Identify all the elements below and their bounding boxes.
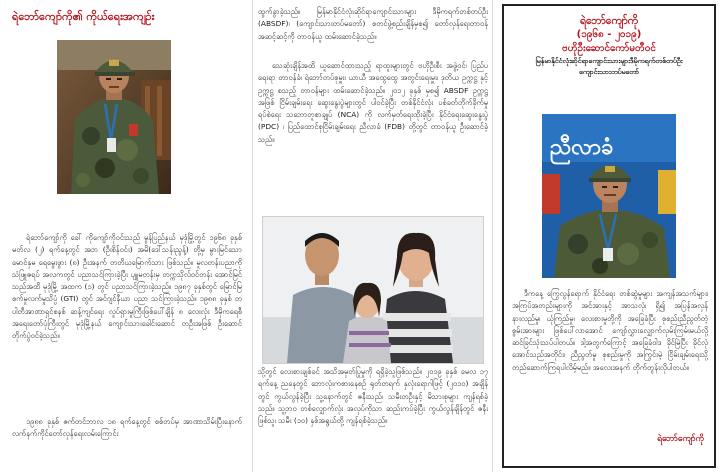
middle-text-top: [258, 6, 488, 208]
middle-panel: [256, 0, 490, 472]
memorial-years: (၁၉၆၈ - ၂၀၁၉): [576, 29, 642, 40]
left-panel: [0, 0, 250, 472]
memorial-heading: [510, 14, 708, 78]
memorial-name: ရဲဘော်ကျော်ကို: [580, 15, 638, 27]
memorial-message: [512, 288, 708, 424]
middle-paragraph-1: ထွက်ခွာခဲ့သည်။ မြန်မာနိုင်ငံလုံးဆိုင်ရာကျောင်းသားများ ဒီမိုကရက်တစ်တပ်ဦး (ABSDF)၊ (ကျောင်းသားတပ်မတော်) စတင်ဖွဲ့စည်းချိန်မှစ၍ တော်လှန်ရေးတာဝန် အဆင့်ဆင့်ကို တာဝန်ယူ ထမ်းဆောင်ခဲ့သည်။: [258, 7, 488, 41]
middle-paragraph-2: သေဆုံးချိန်အထိ ယူဆောင်ထားသည့် ရာထူးများတွင် ဗဟိုဦးစီး အဖွဲ့ဝင်၊ ပြည်ပရေးရာ တာဝန်ခံ၊ ရဲဘော်တပ်စုမှူး၊ ယာယီ အထွေထွေ အတွင်းရေးမှူး၊ ဒုတိယ ဥက္ကဋ္ဌ နှင့် ဥက္ကဋ္ဌ စသည့် တာဝန်များ ထမ်းဆောင်ခဲ့သည်။ ၂၀၁၂ ခုနှစ် မှစ၍ ABSDF ဥက္ကဋ္ဌ အဖြစ် ငြိမ်းချမ်းရေး ဆွေးနွေးပွဲများတွင် ပါဝင်ခဲ့ပြီး တစ်နိုင်ငံလုံး ပစ်ခတ်တိုက်ခိုက်မှု ရပ်စဲရေး သဘောတူစာချုပ် (NCA) ကို လက်မှတ်ရေးထိုးခဲ့ပြီး နိုင်ငံရေးဆွေးနွေးပွဲ (PDC) ၊ ပြည်ထောင်စုငြိမ်းချမ်းရေး ညီလာခံ (FDB) တို့တွင် တာဝန်ယူ ဦးဆောင်ခဲ့သည်။: [258, 61, 488, 144]
memorial-organization-sub: ကျောင်းသားတပ်မတော်: [578, 68, 640, 76]
middle-paragraph-3: သို့တွင် လေးစားချစ်ခင် အသိအမှတ်ပြုမှုကို ရရှိခဲ့သူဖြစ်သည်။ ၂၀၁၉ ခုနှစ် မေလ ၁၇ ရက်နေ့ ညနေတွင် ဘောလုံးကစားနေစဉ် ရုတ်တရက် နှလုံးရောဂါဖြင့် (၂၀၁၀) အချိန်တွင် ကွယ်လွန်ခဲ့ပြီး သူ့နောက်တွင် ဇနီးသည်၊ သမီးတဦးနှင့် မိသားစုများ ကျန်ရစ်ခဲ့သည်။ သူ့ဘဝ တစ်လျှောက်လုံး အလုပ်ကိုသာ ဆည်းကပ်ခဲ့ပြီး ကွယ်လွန်ချိန်တွင် ဇနီးဖြစ်သူ၊ သမီး (၁၀) နှစ်အရွယ်တို့ ကျန်ရစ်ခဲ့သည်။: [258, 367, 488, 426]
biography-title: ရဲဘော်ကျော်ကို၏ ကိုယ်ရေးအကျဉ်း: [12, 10, 155, 23]
right-panel: [502, 4, 716, 468]
fold-line-right: [492, 0, 493, 472]
portrait-image: [57, 40, 171, 194]
biography-paragraph-2: ၁၉၈၈ ခုနှစ် ဇက်တင်ဘာလ ၁၈ ရက်နေ့တွင် စစ်တပ်မှ အာဏာသိမ်းပြီးနောက် လက်နက်ကိုင်တော်လှန်ရေးလမ်းကြောင်း: [12, 417, 242, 439]
biography-paragraph-1: ရဲဘော်ကျော်ကို ခေါ် ကိုကျော်ကိုဝင်းသည် မွန်ပြည်နယ် မုဒုံမြို့တွင် ၁၉၆၈ ခုနှစ် မတ်လ (၂) ရက်နေ့တွင် အဘ (ဦးစိန်ဝင်း) အမိ(ဒေါ်သန်းညွန့်) တို့မှ မွားမြင်သော မောင်နှမ ရေမွေးဖွား (၈) ဦးအနက် တတိယမြောက်သား ဖြစ်သည်။ မူလတန်းပညာကို သံဖြူဇရပ် အလကတွင် ပညာသင်ကြားခဲ့ပြီး ပျူမတန်းမှ တက္ကသိုလ်ဝင်တန်း အောင်မြင်သည်အထိ မုဒုံမြို့ အထက (၁) တွင် ပညာသင်ကြားခဲ့သည်။ ၁၉၈၇ ခုနှစ်တွင် မြောင်မြ စက်မှုလက်မှုသိပ္ပံ (GTI) တွင် အင်ဂျင်နီယာ ပညာ သင်ကြားခဲ့သည်။ ၁၉၈၈ ခုနှစ် တပါတီအာဏာရှင်စနစ် ဆန့်ကျင်ရေး လှုပ်ရှားမှုကြီးဖြစ်ပေါ်ချိန် ၈ လေးလုံး ဒီမိုကရေစီ အရေးတော်ပုံကြီးတွင် မုဒုံမြို့နယ် ကျောင်းသားခေါင်းဆောင် တဦးအဖြစ် ဦးဆောင် တိုက်ပွဲဝင်ခဲ့သည်။: [12, 233, 242, 341]
memorial-organization: မြန်မာနိုင်ငံလုံးဆိုင်ရာကျောင်းသားများဒီမိုကရက်တစ်တပ်ဦး: [535, 57, 683, 65]
memorial-message-text: ဒီကနေ့ ကြွေလွန်ရောက် နိုင်ငံရေး တစ်ဆွဲမှုများ အကျန်အသက်များ၊ အကြပ်အတည်းများကို အင်အားနှင့် အာသလုံ၊ ရှိ၍ အပြန်အလှန် နားလည်မှု၊ ယုံကြည်မှု၊ လေးစားမှုတို့ကို အခြေခံပြီး စုစည်းညီညွတ်တဲ့ စွမ်းအားများ ဖြစ်ပေါ်လာအောင် ကျော်လွှားလျှောက်လှမ်းကြမ်းမယ်လို့ ဆင်ခြင်သုံးသပ်ပါတယ်။ ဒါ့အတွက်ကြောင့် အခြေခံဝါဒ ခိုင်မြဲပြီး ခိုင်လုံအောင်သည်အတိုင်း၊ ညီညွတ်မှု စုစည်းမှုကို အကြွင်းမဲ့ ငြိမ်းချမ်းရေးသို့တည်ဆောက်ကြရပါလိမ့်မည်။ အလေးအနက် တိုက်တွန်းလိုပါတယ်။: [512, 289, 708, 372]
portrait-photo: [57, 40, 171, 194]
memorial-photo: [542, 114, 676, 278]
family-photo: [262, 216, 484, 364]
biography-text: [12, 232, 242, 442]
middle-text-bottom: [258, 366, 488, 468]
memorial-role: ဗဟိုဦးဆောင်ကော်မတီဝင်: [562, 43, 656, 54]
banner-text: ညီလာခံ: [550, 135, 614, 160]
signature: ရဲဘော်ကျော်ကို: [657, 434, 704, 444]
fold-line-left: [252, 0, 253, 472]
memorial-image: [542, 114, 676, 278]
family-image: [263, 217, 483, 363]
